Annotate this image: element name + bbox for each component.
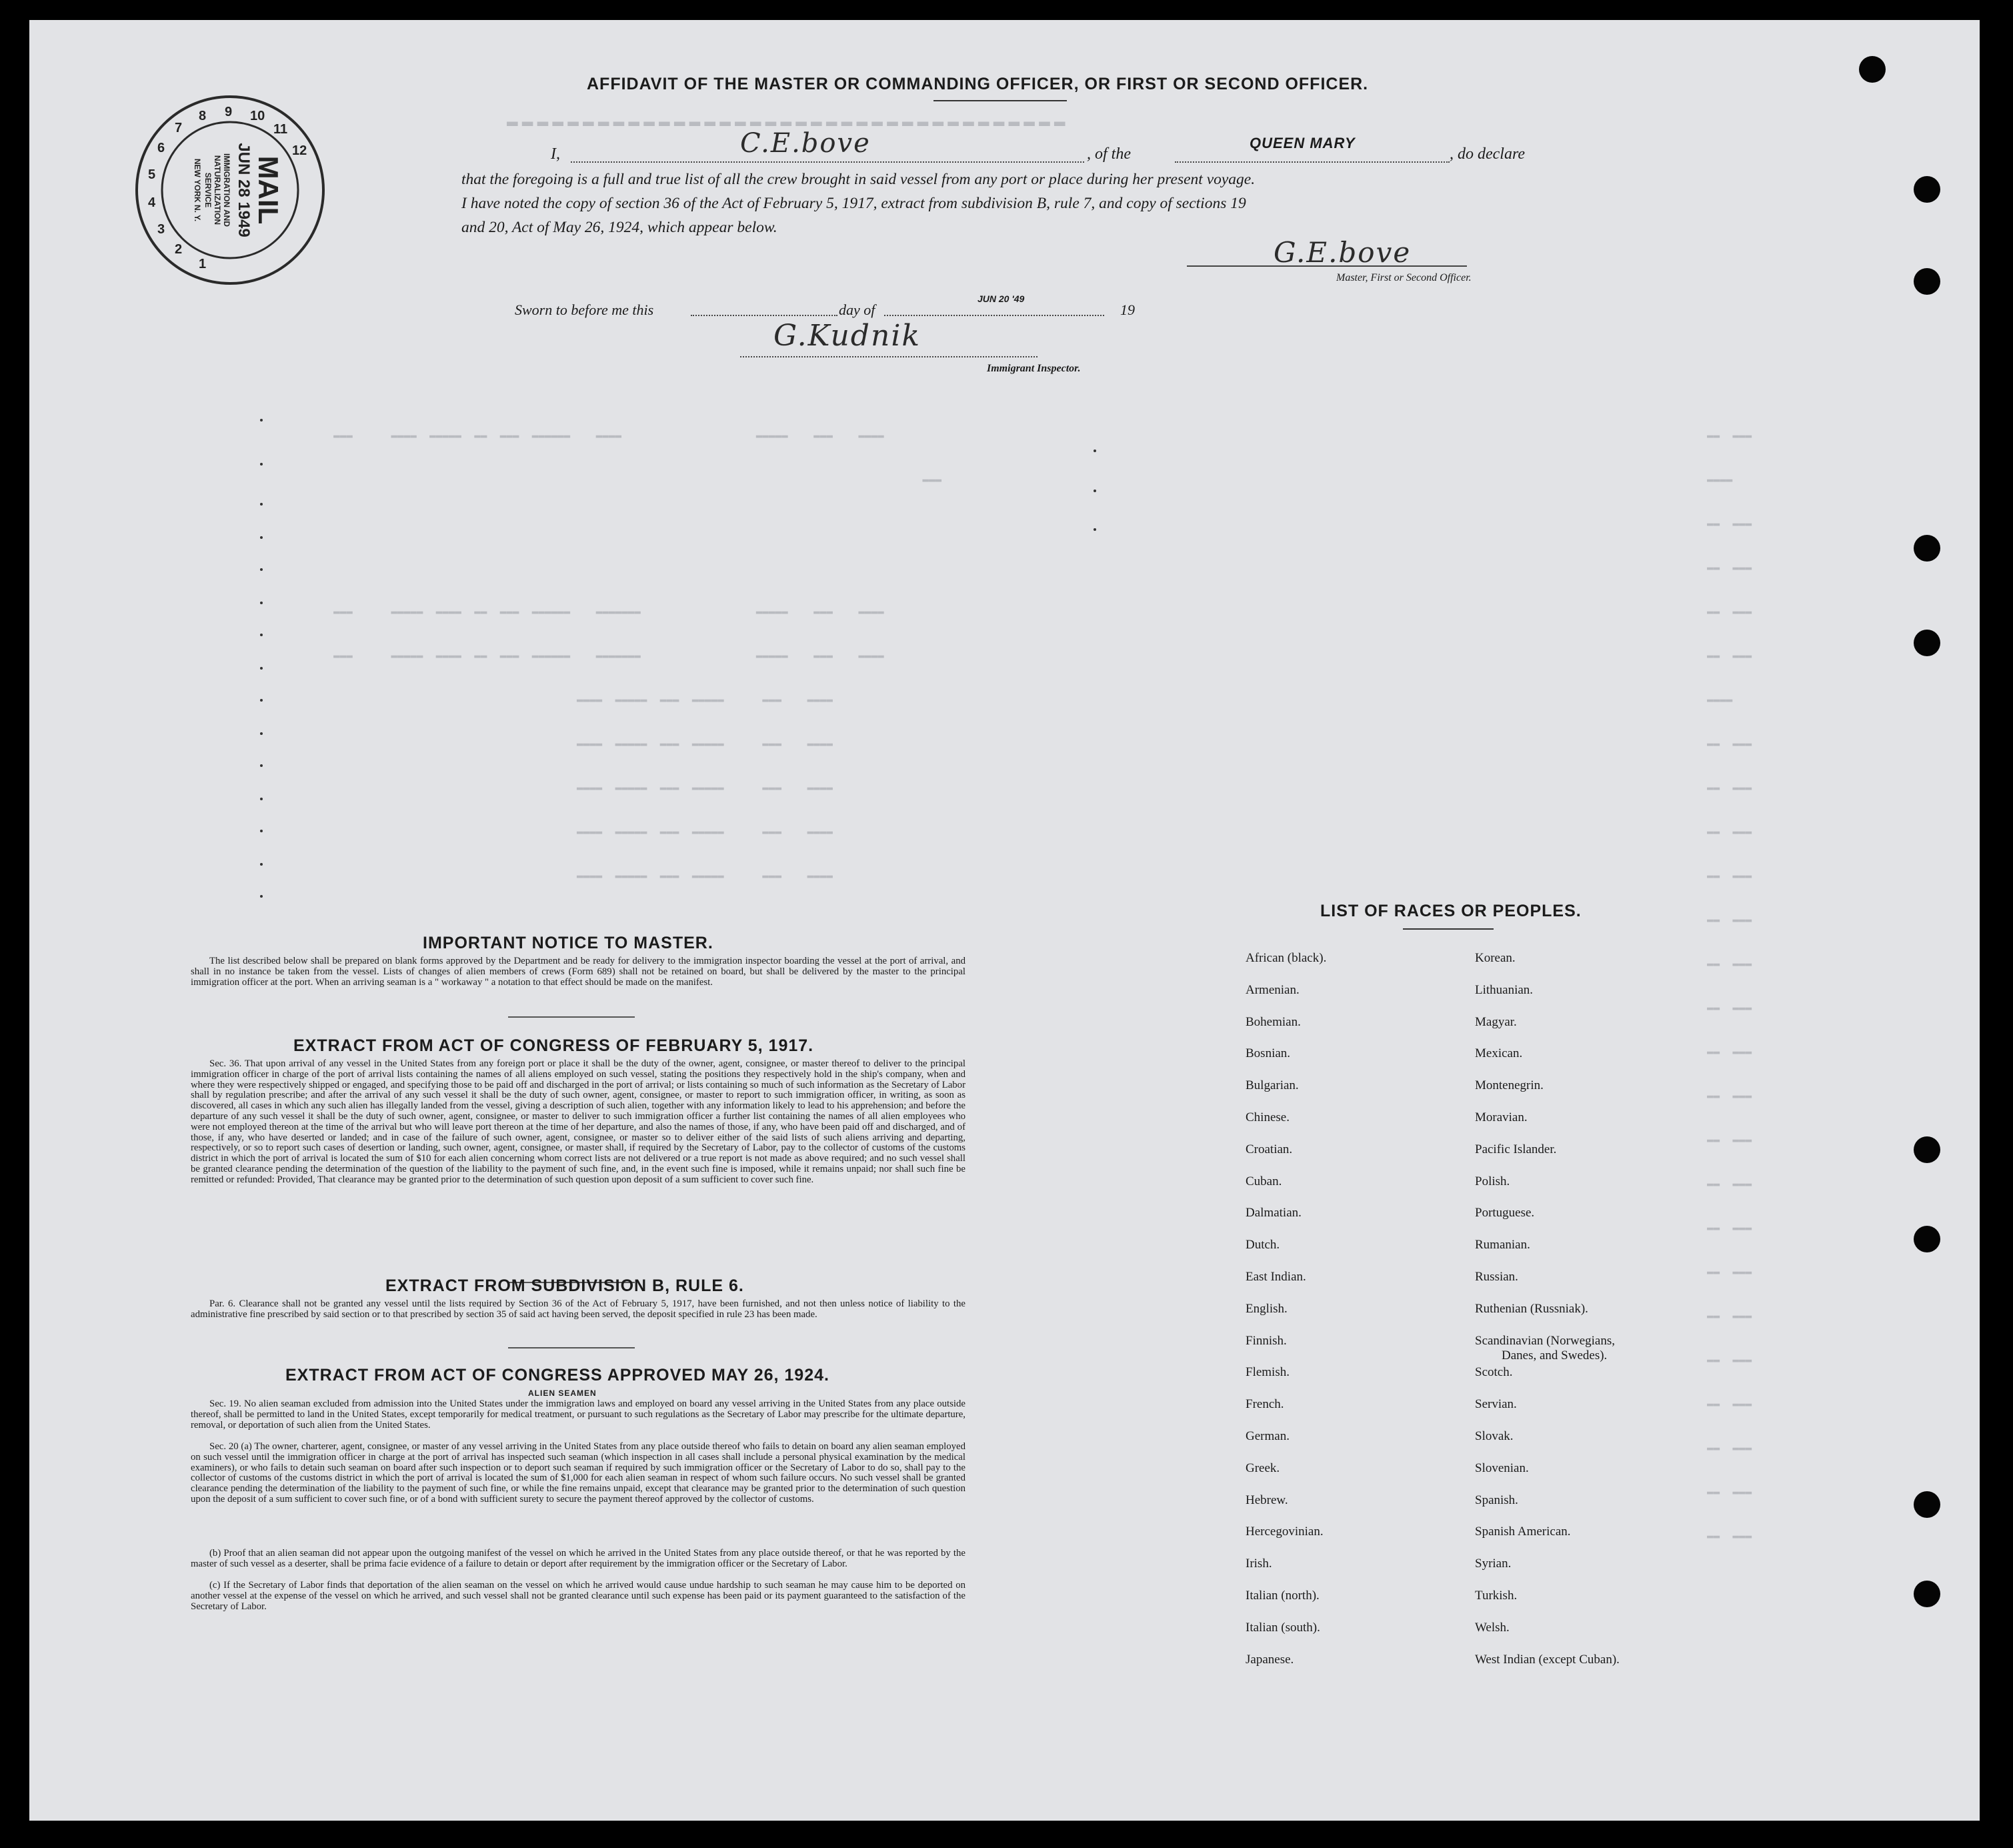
race-item: Bohemian. [1246, 1014, 1301, 1029]
race-item: Italian (south). [1246, 1620, 1320, 1635]
ditto-mark [260, 463, 263, 466]
ditto-mark [260, 863, 263, 866]
ditto-mark [260, 602, 263, 604]
divider [508, 1347, 635, 1348]
punch-hole [1914, 1491, 1940, 1518]
races-title: LIST OF RACES OR PEOPLES. [1320, 902, 1582, 920]
vessel-fill-line [1175, 161, 1450, 163]
race-item: Dalmatian. [1246, 1206, 1302, 1220]
mail-received-stamp [133, 93, 327, 287]
race-item: Servian. [1475, 1397, 1517, 1412]
affidavit-line-3: I have noted the copy of section 36 of the Act of February 5, 1917, extract from subdivision B, rule 7, and copy of sections 19 [461, 195, 1246, 212]
punch-hole [1914, 268, 1940, 295]
ditto-mark [1094, 490, 1096, 492]
declare-end: , do declare [1450, 145, 1526, 163]
declare-i: I, [551, 145, 560, 163]
race-item: English. [1246, 1301, 1288, 1316]
svg-text:5: 5 [148, 167, 156, 182]
svg-text:11: 11 [273, 122, 288, 137]
sworn-year: 19 [1120, 301, 1135, 318]
race-item: Spanish American. [1475, 1525, 1571, 1539]
ditto-mark [260, 568, 263, 571]
svg-text:2: 2 [175, 242, 183, 257]
punch-hole [1859, 56, 1886, 83]
race-item: Greek. [1246, 1461, 1280, 1475]
inspector-caption: Immigrant Inspector. [987, 363, 1081, 374]
race-item: Welsh. [1475, 1620, 1510, 1635]
race-item: African (black). [1246, 951, 1327, 965]
extract-1924-sec20a: Sec. 20 (a) The owner, charterer, agent, consignee, or master of any vessel arriving in the United States from any place outside thereof who fails to detain on board any alien seaman employed on such vessel until the immigration officer in charge at the port of arrival has inspected such seaman (which inspection in all cases shall include a personal physical examination by the medical examiners), or who fails to detain such seaman on board after such inspection or to deport such seaman if required by such immigration officer or the Secretary of Labor to do so, shall pay to the collector of customs of the customs district in which the port of arrival is located the sum of $1,000 for each alien seaman in respect of whom such failure occurs. No such vessel shall be granted clearance pending the determination of the liability to the payment of such fine, or while the fine remains unpaid, except that clearance may be granted prior to the determination of such question upon the deposit of a sum sufficient to cover such fine, or of a bond with sufficient surety to secure the payment thereof approved by the collector of customs. [191, 1441, 965, 1505]
extract-1924-subtitle: ALIEN SEAMEN [528, 1389, 597, 1398]
svg-text:4: 4 [148, 195, 156, 210]
race-item: Russian. [1475, 1270, 1518, 1284]
race-item: Ruthenian (Russniak). [1475, 1301, 1588, 1316]
sworn-day-of: day of [839, 301, 875, 318]
race-item: Bosnian. [1246, 1046, 1291, 1061]
affidavit-line-4: and 20, Act of May 26, 1924, which appear below. [461, 219, 777, 236]
race-item: Spanish. [1475, 1493, 1518, 1507]
name-fill-line [571, 161, 1084, 163]
race-item: Slovak. [1475, 1429, 1514, 1443]
svg-text:SERVICE: SERVICE [203, 172, 213, 208]
affidavit-line-2: that the foregoing is a full and true list of all the crew brought in said vessel from any port or place during her present voyage. [461, 171, 1256, 188]
notice-body: The list described below shall be prepared on blank forms approved by the Department and be ready for delivery to the immigration inspector boarding the vessel at the port of arrival, and shall in no instance be taken from the vessel. Lists of changes of alien members of crews (Form 689) shall not be retained on board, but shall be delivered by the master to the principal immigration officer at the port. When an arriving seaman is a " workaway " a notation to that effect should be made on the manifest. [191, 956, 965, 988]
race-item: Irish. [1246, 1557, 1272, 1571]
race-item: East Indian. [1246, 1270, 1306, 1284]
race-item: Portuguese. [1475, 1206, 1535, 1220]
punch-hole [1914, 1226, 1940, 1252]
ditto-mark [1094, 449, 1096, 452]
race-item: Flemish. [1246, 1365, 1290, 1380]
sworn-fill-line [691, 315, 837, 316]
race-item: Finnish. [1246, 1333, 1287, 1348]
ditto-mark [260, 536, 263, 539]
master-caption: Master, First or Second Officer. [1336, 272, 1472, 283]
stamp-location: NEW YORK N. Y. [193, 158, 202, 222]
ditto-mark [260, 419, 263, 421]
affidavit-title: AFFIDAVIT OF THE MASTER OR COMMANDING OFFICER, OR FIRST OR SECOND OFFICER. [587, 75, 1369, 93]
race-item: West Indian (except Cuban). [1475, 1652, 1620, 1667]
notice-title: IMPORTANT NOTICE TO MASTER. [423, 934, 713, 952]
svg-text:3: 3 [157, 222, 165, 237]
extract-1924-sec20c: (c) If the Secretary of Labor finds that deportation of the alien seaman on the vessel on which he arrived would cause undue hardship to such seaman he may cause him to be deported on another vessel at the expense of the vessel on which he arrived, and such vessel shall not be granted clearance until such expense has been paid or its payment guaranteed to the satisfaction of the Secretary of Labor. [191, 1580, 965, 1612]
subdivision-body: Par. 6. Clearance shall not be granted any vessel until the lists required by Section 36 of the Act of February 5, 1917, have been furnished, and not then unless notice of liability to the administrative fine prescribed by said section or to that prescribed by section 35 of said act having been served, the deposit specified in rule 23 has been made. [191, 1298, 965, 1320]
ditto-mark [260, 667, 263, 670]
extract-1917-body: Sec. 36. That upon arrival of any vessel in the United States from any foreign port or place it shall be the duty of the owner, agent, consignee, or master thereof to deliver to the principal immigration officer in charge of the port of arrival lists containing the names of all aliens employed on such vessel, stating the positions they respectively hold in the ship's company, when and where they were respectively shipped or engaged, and specifying those to be paid off and discharged in the port of arrival; or lists containing so much of such information as the Secretary of Labor shall by regulation prescribe; and after the arrival of any such vessel it shall be the duty of such owner, agent, consignee, or master to report to such immigration officer, in writing, as soon as discovered, all cases in which any such alien has illegally landed from the vessel, giving a description of such alien, together with any information likely to lead to his apprehension; and before the departure of any such vessel it shall be the duty of such owner, agent, consignee, or master to deliver to such immigration officer a further list containing the names of all alien employees who were not employed thereon at the time of the arrival but who will leave port thereon at the time of her departure, and also the names of those, if any, who have been paid off and discharged, and of those, if any, who have deserted or landed; and in case of the failure of such owner, agent, consignee, or master so to deliver either of the said lists of such aliens arriving and departing, respectively, or so to report such cases of desertion or landing, such owner, agent, consignee, or master shall, if required by the Secretary of Labor, pay to the collector of customs of the customs district in which the port of arrival is located the sum of $10 for each alien concerning whom correct lists are not delivered or a true report is not made as above required; and no such vessel shall be granted clearance pending the determination of the question of the liability to the payment of such fine, and, in the event such fine is imposed, while it remains unpaid; nor shall such fine be remitted or refunded: Provided, That clearance may be granted prior to the determination of such question upon deposit of a sum sufficient to cover such fine. [191, 1058, 965, 1185]
race-item: Slovenian. [1475, 1461, 1529, 1475]
race-item: French. [1246, 1397, 1284, 1412]
master-signature: G.E.bove [1274, 236, 1412, 269]
affidavit-title-rule [933, 100, 1067, 101]
race-item: Moravian. [1475, 1110, 1528, 1124]
race-item: Magyar. [1475, 1014, 1517, 1029]
race-item: Mexican. [1475, 1046, 1523, 1061]
svg-text:1: 1 [199, 257, 207, 271]
race-item: Bulgarian. [1246, 1078, 1299, 1093]
ditto-mark [260, 764, 263, 767]
sworn-text: Sworn to before me this [515, 301, 654, 318]
race-item: Hebrew. [1246, 1493, 1288, 1507]
bleed-through-rows: ▬▬▬ ▬▬▬▬ ▬▬▬▬▬ ▬▬ ▬▬▬ ▬▬▬▬▬▬ ▬▬▬▬ ▬▬▬▬▬ ▬▬▬ ▬▬▬▬ ▬▬▬ ▬▬▬ ▬▬▬▬▬ ▬▬▬▬ ▬▬ ▬▬▬ ▬▬▬▬▬▬ ▬▬▬▬▬▬▬ ▬▬▬▬▬ ▬▬▬ ▬▬▬▬ ▬▬▬ ▬▬▬▬▬ ▬▬▬▬ ▬▬ ▬▬▬ ▬▬▬▬▬▬ ▬▬▬▬▬▬▬ ▬▬▬▬▬ ▬▬▬ ▬▬▬▬ ▬▬▬▬ ▬▬▬▬▬ ▬▬▬ ▬▬▬▬▬ ▬▬▬ ▬▬▬▬ ▬▬▬▬ ▬▬▬▬▬ ▬▬▬ ▬▬▬▬▬ ▬▬▬ ▬▬▬▬ ▬▬▬▬ ▬▬▬▬▬ ▬▬▬ ▬▬▬▬▬ ▬▬▬ ▬▬▬▬ ▬▬▬▬ ▬▬▬▬▬ ▬▬▬ ▬▬▬▬▬ ▬▬▬ ▬▬▬▬ ▬▬▬▬ ▬▬▬▬▬ ▬▬▬ ▬▬▬▬▬ ▬▬▬ ▬▬▬▬ [333, 429, 942, 882]
race-item: Japanese. [1246, 1652, 1294, 1667]
ditto-mark [260, 634, 263, 636]
punch-hole [1914, 176, 1940, 203]
vessel-name: QUEEN MARY [1250, 135, 1356, 151]
race-item: German. [1246, 1429, 1290, 1443]
ditto-mark [260, 830, 263, 832]
race-item: Chinese. [1246, 1110, 1290, 1124]
extract-1917-title: EXTRACT FROM ACT OF CONGRESS OF FEBRUARY 5, 1917. [293, 1036, 814, 1055]
inspector-signature-line [740, 356, 1038, 357]
ditto-mark [260, 895, 263, 898]
extract-1924-sec20b: (b) Proof that an alien seaman did not appear upon the outgoing manifest of the vessel on which he arrived in the United States from any place outside thereof, or that he was reported by the master of such vessel as a deserter, shall be prima facie evidence of a failure to detain or deport after requirement by the immigration officer or the Secretary of Labor. [191, 1548, 965, 1569]
race-item: Scandinavian (Norwegians, [1475, 1333, 1615, 1348]
extract-1924-title: EXTRACT FROM ACT OF CONGRESS APPROVED MAY 26, 1924. [285, 1366, 829, 1384]
race-item: Danes, and Swedes). [1502, 1348, 1608, 1362]
race-item: Cuban. [1246, 1174, 1282, 1188]
race-item: Hercegovinian. [1246, 1525, 1324, 1539]
sworn-date-stamp: JUN 20 '49 [977, 293, 1025, 304]
svg-text:NATURALIZATION: NATURALIZATION [213, 155, 222, 225]
race-item: Dutch. [1246, 1238, 1280, 1252]
race-item: Armenian. [1246, 982, 1300, 997]
race-item: Montenegrin. [1475, 1078, 1544, 1093]
punch-hole [1914, 630, 1940, 656]
bleed-through-text: ▬▬▬▬▬▬▬▬▬▬▬▬▬▬▬▬▬▬▬▬▬▬▬▬▬▬▬▬▬▬▬▬▬▬▬▬▬ [507, 112, 1070, 133]
svg-text:6: 6 [157, 141, 165, 155]
punch-hole [1914, 1581, 1940, 1607]
ditto-mark [260, 732, 263, 735]
bleed-through-right-margin: ▬▬ ▬▬▬ ▬▬▬▬ ▬▬ ▬▬▬ ▬▬ ▬▬▬ ▬▬ ▬▬▬ ▬▬ ▬▬▬ ▬▬▬▬ ▬▬ ▬▬▬ ▬▬ ▬▬▬ ▬▬ ▬▬▬ ▬▬ ▬▬▬ ▬▬ ▬▬▬ ▬▬ ▬▬▬ ▬▬ ▬▬▬ ▬▬ ▬▬▬ ▬▬ ▬▬▬ ▬▬ ▬▬▬ ▬▬ ▬▬▬ ▬▬ ▬▬▬ ▬▬ ▬▬▬ ▬▬ ▬▬▬ ▬▬ ▬▬▬ ▬▬ ▬▬▬ ▬▬ ▬▬▬ ▬▬ ▬▬▬ ▬▬ ▬▬▬ [1707, 429, 1752, 1542]
sworn-month-line [884, 315, 1104, 316]
svg-text:IMMIGRATION AND: IMMIGRATION AND [222, 153, 231, 227]
svg-text:10: 10 [250, 109, 265, 123]
subdivision-title: EXTRACT FROM SUBDIVISION B, RULE 6. [385, 1276, 744, 1295]
punch-hole [1914, 535, 1940, 562]
declare-of-the: , of the [1087, 145, 1131, 163]
svg-text:7: 7 [175, 121, 183, 135]
svg-text:9: 9 [225, 105, 233, 119]
extract-1924-sec19: Sec. 19. No alien seaman excluded from admission into the United States under the immigration laws and employed on board any vessel arriving in the United States from any place outside thereof, shall be permitted to land in the United States, except temporarily for medical treatment, or pursuant to such regulations as the Secretary of Labor may prescribe for the ultimate departure, removal, or deportation of such alien from the United States. [191, 1399, 965, 1431]
race-item: Korean. [1475, 951, 1516, 965]
ditto-mark [260, 503, 263, 506]
race-item: Turkish. [1475, 1589, 1518, 1603]
ditto-mark [260, 798, 263, 800]
ditto-mark [260, 699, 263, 702]
stamp-date: JUN 28 1949 [235, 143, 253, 237]
races-title-rule [1403, 928, 1494, 930]
race-item: Italian (north). [1246, 1589, 1320, 1603]
race-item: Polish. [1475, 1174, 1510, 1188]
svg-text:8: 8 [199, 109, 207, 123]
race-item: Scotch. [1475, 1365, 1513, 1380]
race-item: Lithuanian. [1475, 982, 1534, 997]
race-item: Croatian. [1246, 1142, 1293, 1156]
punch-hole [1914, 1136, 1940, 1163]
inspector-signature: G.Kudnik [773, 319, 921, 353]
race-item: Syrian. [1475, 1557, 1512, 1571]
divider [508, 1016, 635, 1018]
stamp-mail: MAIL [253, 155, 284, 225]
race-item: Pacific Islander. [1475, 1142, 1557, 1156]
declarant-signature: C.E.bove [740, 128, 871, 159]
race-item: Rumanian. [1475, 1238, 1530, 1252]
ditto-mark [1094, 528, 1096, 531]
svg-text:12: 12 [292, 143, 307, 158]
